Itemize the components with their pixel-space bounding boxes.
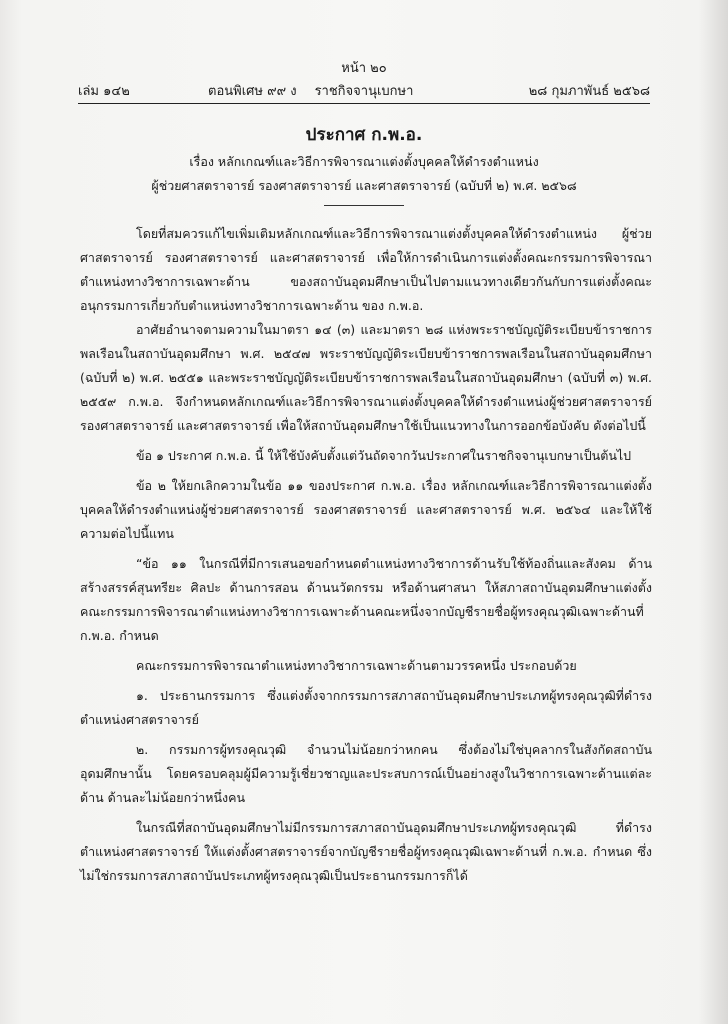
publication-date: ๒๘ กุมภาพันธ์ ๒๕๖๘ [528, 84, 650, 99]
clause-2: ข้อ ๒ ให้ยกเลิกความในข้อ ๑๑ ของประกาศ ก.พ.อ. เรื่อง หลักเกณฑ์และวิธีการพิจารณาแต่งตั้งบุคคลให้ดำรงตำแหน่งผู้ช่วยศาสตราจารย์ รองศาสตราจารย์ และศาสตราจารย์ พ.ศ. ๒๕๖๔ และให้ใช้ความต่อไปนี้แทน [80, 478, 652, 541]
paragraph-exception: ในกรณีที่สถาบันอุดมศึกษาไม่มีกรรมการสภาสถาบันอุดมศึกษาประเภทผู้ทรงคุณวุฒิ ที่ดำรงตำแหน่งศาสตราจารย์ ให้แต่งตั้งศาสตราจารย์จากบัญชีรายชื่อผู้ทรงคุณวุฒิเฉพาะด้านที่ ก.พ.อ. กำหนด ซึ่งไม่ใช่กรรมการสภาสถาบันประเภทผู้ทรงคุณวุฒิเป็นประธานกรรมการก็ได้ [80, 820, 652, 883]
paragraph-preamble: โดยที่สมควรแก้ไขเพิ่มเติมหลักเกณฑ์และวิธีการพิจารณาแต่งตั้งบุคคลให้ดำรงตำแหน่ง ผู้ช่วยศาสตราจารย์ รองศาสตราจารย์ และศาสตราจารย์ เพื่อให้การดำเนินการแต่งตั้งคณะกรรมการพิจารณาตำแหน่งทางวิชาการเฉพาะด้าน ของสถาบันอุดมศึกษาเป็นไปตามแนวทางเดียวกันกับการแต่งตั้งคณะอนุกรรมการเกี่ยวกับตำแหน่งทางวิชาการเฉพาะด้าน ของ ก.พ.อ. [80, 226, 652, 313]
clause-11-text: “ข้อ ๑๑ ในกรณีที่มีการเสนอขอกำหนดตำแหน่งทางวิชาการด้านรับใช้ท้องถิ่นและสังคม ด้านสร้างสรรค์สุนทรียะ ศิลปะ ด้านการสอน ด้านนวัตกรรม หรือด้านศาสนา ให้สภาสถาบันอุดมศึกษาแต่งตั้งคณะกรรมการพิจารณาตำแหน่งทางวิชาการเฉพาะด้านคณะหนึ่งจากบัญชีรายชื่อผู้ทรงคุณวุฒิเฉพาะด้านที่ ก.พ.อ. กำหนด [80, 556, 652, 643]
header-divider [78, 103, 650, 104]
subject-line-1: เรื่อง หลักเกณฑ์และวิธีการพิจารณาแต่งตั้งบุคคลให้ดำรงตำแหน่ง [189, 154, 539, 169]
paragraph-authority: อาศัยอำนาจตามความในมาตรา ๑๔ (๓) และมาตรา ๒๘ แห่งพระราชบัญญัติระเบียบข้าราชการพลเรือนในสถาบันอุดมศึกษา พ.ศ. ๒๕๔๗ พระราชบัญญัติระเบียบข้าราชการพลเรือนในสถาบันอุดมศึกษา (ฉบับที่ ๒) พ.ศ. ๒๕๕๑ และพระราชบัญญัติระเบียบข้าราชการพลเรือนในสถาบันอุดมศึกษา (ฉบับที่ ๓) พ.ศ. ๒๕๕๙ ก.พ.อ. จึงกำหนดหลักเกณฑ์และวิธีการพิจารณาแต่งตั้งบุคคลให้ดำรงตำแหน่งผู้ช่วยศาสตราจารย์ รองศาสตราจารย์ และศาสตราจารย์ เพื่อให้สถาบันอุดมศึกษาใช้เป็นแนวทางในการออกข้อบังคับ ดังต่อไปนี้ [80, 322, 652, 433]
page-number: หน้า ๒๐ [341, 61, 387, 76]
committee-item-2: ๒. กรรมการผู้ทรงคุณวุฒิ จำนวนไม่น้อยกว่าหกคน ซึ่งต้องไม่ใช่บุคลากรในสังกัดสถาบันอุดมศึกษานั้น โดยครอบคลุมผู้มีความรู้เชี่ยวชาญและประสบการณ์เป็นอย่างสูงในวิชาการเฉพาะด้านแต่ละด้าน ด้านละไม่น้อยกว่าหนึ่งคน [80, 742, 652, 805]
announcement-title: ประกาศ ก.พ.อ. [305, 125, 423, 145]
clause-1: ข้อ ๑ ประกาศ ก.พ.อ. นี้ ให้ใช้บังคับตั้งแต่วันถัดจากวันประกาศในราชกิจจานุเบกษาเป็นต้นไป [136, 448, 632, 463]
committee-item-1: ๑. ประธานกรรมการ ซึ่งแต่งตั้งจากกรรมการสภาสถาบันอุดมศึกษาประเภทผู้ทรงคุณวุฒิที่ดำรงตำแหน่งศาสตราจารย์ [80, 688, 652, 727]
subject-line-2: ผู้ช่วยศาสตราจารย์ รองศาสตราจารย์ และศาสตราจารย์ (ฉบับที่ ๒) พ.ศ. ๒๕๖๘ [151, 178, 577, 193]
gazette-header [78, 80, 650, 100]
announcement-subject [0, 150, 728, 198]
title-separator [324, 205, 404, 206]
section-number: ตอนพิเศษ ๙๙ ง [208, 84, 297, 99]
document-body [80, 222, 652, 888]
gazette-name: ราชกิจจานุเบกษา [314, 84, 414, 99]
page-edge-shadow [698, 0, 728, 1024]
committee-composition: คณะกรรมการพิจารณาตำแหน่งทางวิชาการเฉพาะด้านตามวรรคหนึ่ง ประกอบด้วย [136, 658, 577, 673]
volume-number: เล่ม ๑๔๒ [78, 84, 130, 99]
